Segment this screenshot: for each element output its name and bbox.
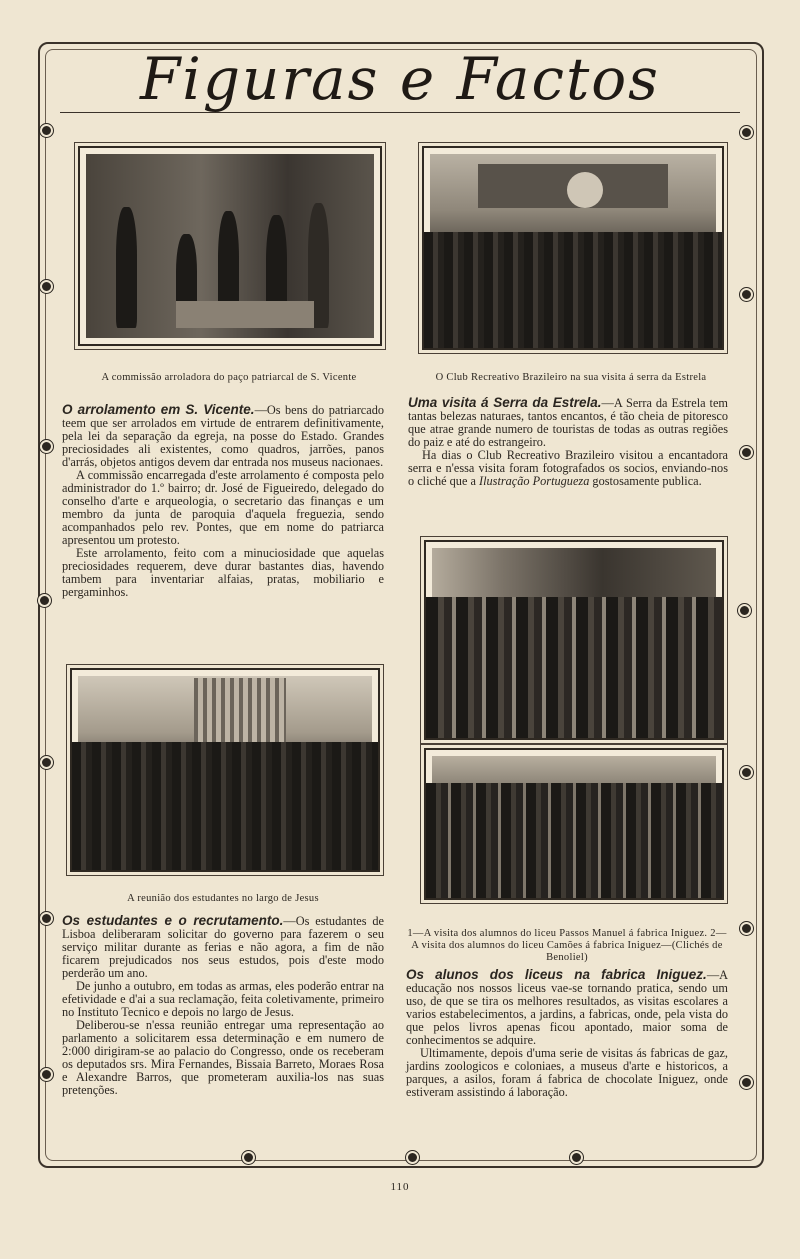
photo-visita-camoes <box>424 748 724 900</box>
border-ornament-dot <box>40 912 53 925</box>
border-ornament-dot <box>740 446 753 459</box>
border-ornament-dot <box>740 922 753 935</box>
photo-caption: A commissão arroladora do paço patriarcal de S. Vicente <box>101 372 357 383</box>
article-paragraph: De junho a outubro, em todas as armas, eles poderão entrar na efetividade e d'ai a sua reclamação, feita coletivamente, primeiro no Instituto Tecnico e depois no largo de Jesus. <box>62 979 384 1019</box>
article-paragraph: Ha dias o Club Recreativo Brazileiro visitou a encantadora serra e n'essa visita foram fotografados os socios, enviando-nos o cliché que a <box>408 448 728 488</box>
article-headline: Os estudantes e o recrutamento. <box>62 913 284 928</box>
article-arrolamento <box>62 403 384 599</box>
photo-caption: 1—A visita dos alumnos do liceu Passos Manuel á fabrica Iniguez. 2—A visita dos alumnos do liceu Camões á fabrica Iniguez—(Clichés de Benoliel) <box>407 928 727 963</box>
article-headline: Os alunos dos liceus na fabrica Iniguez. <box>406 967 707 982</box>
article-paragraph: Ultimamente, depois d'uma serie de visitas ás fabricas de gaz, jardins zoologicos e coloniaes, a museus d'arte e historicos, a parques, a asilos, foram á fabrica de chocolate Iniguez, onde estiveram assistindo á laboração. <box>406 1046 728 1099</box>
border-ornament-dot <box>242 1151 255 1164</box>
masthead-rule <box>60 112 740 113</box>
border-ornament-dot <box>740 126 753 139</box>
border-ornament-dot <box>740 288 753 301</box>
border-ornament-dot <box>740 1076 753 1089</box>
article-estudantes <box>62 914 384 1097</box>
article-paragraph-end: gostosamente publica. <box>589 474 702 488</box>
article-paragraph: Este arrolamento, feito com a minuciosidade que aquelas preciosidades requerem, deve durar bastantes dias, havendo tambem para inventariar alfaias, pratas, mobiliario e pergaminhos. <box>62 546 384 599</box>
article-paragraph: —Os estudantes de Lisboa deliberaram solicitar do governo para fazerem o seu serviço militar durante as ferias e não agora, a fim de não ficarem prejudicados nos seus estudos, pois d'este modo perderão um ano. <box>62 914 384 980</box>
border-ornament-dot <box>740 766 753 779</box>
article-paragraph: —A educação nos nossos liceus vae-se tornando pratica, sendo um uso, de que se tira os melhores resultados, as visitas escolares a varios estabelecimentos, a jardins, a fabricas, onde, pela vista do que pelos livros apenas ficou apontado, maior soma de conhecimentos se adquire. <box>406 968 728 1047</box>
border-ornament-dot <box>38 594 51 607</box>
publication-name: Ilustração Portugueza <box>479 474 590 488</box>
photo-caption: O Club Recreativo Brazileiro na sua visita á serra da Estrela <box>435 372 707 383</box>
photo-club-recreativo <box>422 146 724 350</box>
photo-reuniao-estudantes <box>70 668 380 872</box>
border-ornament-dot <box>738 604 751 617</box>
article-headline: Uma visita á Serra da Estrela. <box>408 395 602 410</box>
article-paragraph: Deliberou-se n'essa reunião entregar uma representação ao parlamento a solicitarem essa determinação e em numero de 2:000 dirigiram-se ao palacio do Congresso, onde os receberam os deputados srs. Mira Fernandes, Bissaia Barreto, Moraes Rosa e Alexandre Barros, que prometeram auxilia-los nas suas pretenções. <box>62 1018 384 1097</box>
article-paragraph: —A Serra da Estrela tem tantas belezas naturaes, tantos encantos, é tão cheia de pitoresco que atrae grande numero de touristas de todas as outras regiões do paiz e até do estrangeiro. <box>408 396 728 449</box>
border-ornament-dot <box>40 440 53 453</box>
photo-caption: A reunião dos estudantes no largo de Jesus <box>127 893 319 904</box>
photo-commissao-arroladora <box>78 146 382 346</box>
photo-visita-passos-manuel <box>424 540 724 740</box>
border-ornament-dot <box>40 124 53 137</box>
border-ornament-dot <box>570 1151 583 1164</box>
masthead-title: Figuras e Factos <box>140 45 660 113</box>
article-paragraph: —Os bens do patriarcado teem que ser arrolados em virtude de entrarem definitivamente, pela lei da separação da egreja, na posse do Estado. Grandes preciosidades ali existentes, como quadros, jarrões, panos d'arrás, objetos antigos devem dar entrada nos museus nacionaes. <box>62 403 385 469</box>
article-paragraph: A commissão encarregada d'este arrolamento é composta pelo administrador do 1.º bairro; dr. José de Figueiredo, delegado do conselho d'arte e arqueologia, o secretario das finanças e um membro da junta de paroquia d'aquela freguezia, sendo acompanhados pelo rev. Pontes, que em nome do patriarca apresentou um protesto. <box>62 468 384 547</box>
border-ornament-dot <box>40 756 53 769</box>
article-serra-estrela <box>408 396 728 488</box>
border-ornament-dot <box>40 280 53 293</box>
article-liceus <box>406 968 728 1099</box>
border-ornament-dot <box>40 1068 53 1081</box>
border-ornament-dot <box>406 1151 419 1164</box>
page-number: 110 <box>390 1181 410 1193</box>
article-headline: O arrolamento em S. Vicente. <box>62 402 255 417</box>
